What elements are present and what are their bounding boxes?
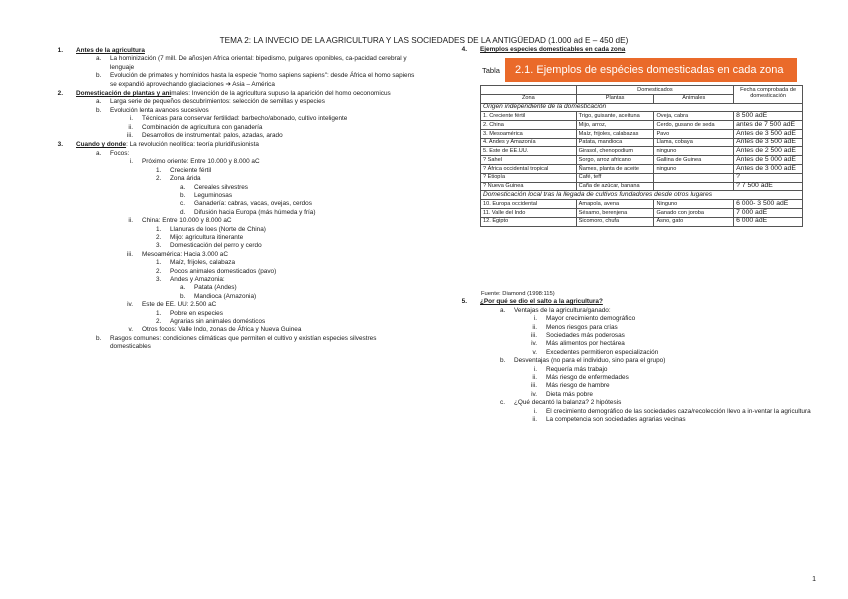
table-row (481, 147, 803, 156)
outline-marker: i. (129, 115, 133, 123)
outline-item (56, 284, 416, 292)
outline-text: Llanuras de loes (Norte de China) (170, 225, 266, 233)
table-subheader-row (481, 191, 803, 200)
outline-item (56, 200, 416, 208)
outline-text: Próximo oriente: Entre 10.000 y 8.000 aC (142, 158, 260, 166)
table-cell-f: 8 500 adE (734, 112, 803, 121)
outline-marker: i. (533, 315, 537, 323)
table-cell-z: ? Sahel (481, 156, 577, 165)
outline-item (460, 307, 812, 315)
table-cell-p: Caña de azúcar, banana (576, 182, 654, 191)
table-cell-a: Llama, cobaya (654, 138, 734, 147)
outline-item (460, 382, 812, 390)
table-cell-z: ? África occidental tropical (481, 165, 577, 174)
outline-marker: 1. (57, 47, 63, 54)
table-row (481, 217, 803, 226)
outline-text-heading: Cuando y donde (76, 141, 127, 149)
outline-item (56, 107, 416, 115)
table-cell-a: Oveja, cabra (654, 112, 734, 121)
table-header-fecha: Fecha comprobada de domesticación (734, 86, 803, 104)
outline-marker: 1. (156, 309, 162, 317)
outline-marker: c. (500, 399, 505, 407)
table-cell-f: 6 000 adE (734, 217, 803, 226)
outline-text: El crecimiento demográfico de las sociedades caza/recolección llevo a in-ventar la agricultura (546, 407, 811, 415)
outline-text: Maíz, frijoles, calabaza (170, 259, 235, 267)
outline-marker: iii. (530, 382, 537, 390)
outline-item (460, 399, 812, 407)
outline-marker: 2. (156, 267, 162, 275)
table-cell-z: 5. Este de EE.UU. (481, 147, 577, 156)
table-row (481, 200, 803, 209)
table-cell-p: Girasol, chenopodium (576, 147, 654, 156)
outline-marker: i. (533, 365, 537, 373)
outline-text-rest: males: Invención de la agricultura supuso la aparición del homo oeconomicus (171, 90, 391, 98)
outline-marker: ii. (532, 374, 537, 382)
outline-marker: b. (96, 106, 102, 114)
table-header-empty (481, 86, 577, 95)
outline-item (56, 226, 416, 234)
outline-text: Pobre en especies (170, 309, 223, 317)
outline-text (68, 141, 416, 149)
outline-text: Leguminosas (194, 191, 233, 199)
outline-text: La competencia son sociedades agrarias vecinas (546, 416, 686, 424)
outline-item (56, 150, 416, 158)
table-row (481, 138, 803, 147)
outline-item (460, 357, 812, 365)
outline-item (460, 340, 812, 348)
page-title: TEMA 2: LA INVECIO DE LA AGRICULTURA Y LAS SOCIEDADES DE LA ANTIGÜEDAD (1.000 ad E – 450 dE) (219, 36, 629, 45)
table-cell-z: 4. Andes y Amazonía (481, 138, 577, 147)
outline-item (56, 268, 416, 276)
outline-marker: a. (96, 55, 102, 63)
outline-item (56, 167, 416, 175)
outline-item (56, 217, 416, 225)
outline-text: Evolución lenta avances sucesivos (110, 106, 209, 114)
table-cell-p: Ñames, planta de aceite (576, 165, 654, 174)
outline-text: Antes de la agricultura (76, 47, 145, 54)
outline-text: Ventajas de la agricultura/ganado: (514, 306, 611, 314)
outline-item (56, 335, 416, 352)
table-cell-f: ? 7 500 adE (734, 182, 803, 191)
table-header-zona: Zona (481, 94, 577, 103)
outline-item (56, 184, 416, 192)
outline-item (56, 132, 416, 140)
page-number: 1 (812, 576, 816, 583)
outline-item (460, 324, 812, 332)
outline-marker: 3. (156, 275, 162, 283)
outline-marker: ii. (532, 323, 537, 331)
table-row (481, 156, 803, 165)
outline-marker: c. (180, 200, 185, 208)
table-row (481, 121, 803, 130)
table-cell-a (654, 182, 734, 191)
table-subheader: Domesticación local tras la llegada de cultivos fundadores desde otros lugares (481, 191, 803, 200)
outline-item (56, 98, 416, 106)
outline-marker: ii. (128, 123, 133, 131)
outline-text: Agrarias sin animales domésticos (170, 318, 266, 325)
table-row (481, 173, 803, 182)
outline-item (56, 175, 416, 183)
outline-marker: 2. (156, 233, 162, 241)
right-list (460, 298, 812, 424)
outline-item (56, 259, 416, 267)
table-cell-p: Café, teff (576, 173, 654, 182)
domestication-table (480, 85, 803, 227)
table-cell-a: ninguno (654, 165, 734, 174)
outline-text: Más riesgo de hambre (546, 382, 610, 390)
outline-text: Domesticación del perro y cerdo (170, 242, 262, 250)
outline-item (56, 115, 416, 123)
outline-marker: b. (500, 357, 506, 365)
outline-item (56, 242, 416, 250)
outline-text: La hominización (7 mill. De años)en Africa oriental: bipedismo, pulgares oponibles, ca-pacidad cerebral y lenguaje (110, 55, 407, 71)
table-cell-f: ? (734, 173, 803, 182)
outline-marker: iv. (531, 390, 537, 398)
outline-marker: a. (96, 149, 102, 157)
outline-marker: 4. (461, 46, 467, 53)
table-header-domesticados: Domesticados (576, 86, 733, 95)
outline-text: Ejemplos especies domesticables en cada zona (480, 46, 626, 53)
table-cell-p: Sésamo, berenjena (576, 208, 654, 217)
outline-item (56, 276, 416, 284)
table-cell-z: 1. Creciente fértil (481, 112, 577, 121)
outline-marker: i. (129, 158, 133, 166)
outline-text (68, 90, 416, 98)
table-cell-a: ninguno (654, 147, 734, 156)
table-cell-z: ? Etiopía (481, 173, 577, 182)
outline-item (56, 55, 416, 72)
table-cell-a: Ganado con joroba (654, 208, 734, 217)
table-row (481, 208, 803, 217)
table-cell-a (654, 173, 734, 182)
table-cell-a: Pavo (654, 129, 734, 138)
outline-text: Otros focos: Valle Indo, zonas de África y Nueva Guinea (142, 326, 302, 334)
outline-marker: a. (180, 284, 186, 292)
outline-item (56, 124, 416, 132)
outline-text: Más alimentos por hectárea (546, 340, 625, 348)
table-source: Fuente: Diamond (1998:115) (481, 291, 555, 297)
outline-text: Patata (Andes) (194, 284, 237, 292)
outline-text: Mandioca (Amazonia) (194, 292, 257, 300)
table-body (481, 103, 803, 226)
outline-text: Cereales silvestres (194, 183, 248, 191)
table-cell-p: Sicomoro, chufa (576, 217, 654, 226)
table-cell-z: 2. China (481, 121, 577, 130)
outline-item (56, 47, 416, 55)
table-row (481, 165, 803, 174)
outline-item (460, 298, 812, 306)
outline-marker: iv. (531, 340, 537, 348)
outline-item (56, 158, 416, 166)
outline-text: Pocos animales domesticados (pavo) (170, 267, 277, 275)
table-cell-z: ? Nueva Guinea (481, 182, 577, 191)
outline-text: Desarrollos de instrumental: palos, azadas, arado (142, 132, 283, 140)
outline-marker: ii. (128, 217, 133, 225)
outline-text: Mesoamérica: Hacia 3.000 aC (142, 250, 228, 258)
table-subheader: Origen independiente de la domesticación (481, 103, 803, 112)
outline-item-4 (460, 46, 812, 54)
outline-text: Menos riesgos para crías (546, 323, 618, 331)
table-caption: Tabla (482, 66, 500, 75)
table-row (481, 182, 803, 191)
outline-text: Zona árida (170, 175, 201, 183)
table-cell-f: Antes de 3 500 adE (734, 129, 803, 138)
outline-marker: 1. (156, 166, 162, 174)
outline-text: Creciente fértil (170, 166, 212, 174)
table-cell-f: 7 000 adE (734, 208, 803, 217)
outline-marker: d. (180, 208, 186, 216)
outline-text: Mayor crecimiento demográfico (546, 315, 636, 323)
table-cell-f: Antes de 2 500 adE (734, 147, 803, 156)
outline-text: Focos: (110, 149, 130, 157)
outline-item (56, 192, 416, 200)
outline-marker: iii. (126, 250, 133, 258)
section-banner: 2.1. Ejemplos de espécies domesticadas en cada zona (505, 58, 797, 82)
outline-text: Rasgos comunes: condiciones climáticas que permiten el cultivo y existían especies silvestres domesticables (110, 334, 377, 351)
outline-text: ¿Por qué se dio el salto a la agricultura? (480, 298, 603, 306)
table-cell-f: 6 000- 3 500 adE (734, 200, 803, 209)
outline-text: Requería más trabajo (546, 365, 608, 373)
outline-marker: a. (180, 183, 186, 191)
outline-marker: 1. (156, 259, 162, 267)
table-cell-p: Amapola, avena (576, 200, 654, 209)
outline-text: Técnicas para conservar fertilidad: barbecho/abonado, cultivo inteligente (142, 115, 348, 123)
table-cell-z: 10. Europa occidental (481, 200, 577, 209)
outline-marker: 2. (156, 175, 162, 183)
outline-item (56, 234, 416, 242)
table-cell-a: Asno, gato (654, 217, 734, 226)
outline-marker: a. (500, 306, 506, 314)
table-subheader-row (481, 103, 803, 112)
outline-marker: b. (180, 191, 186, 199)
outline-text: Este de EE. UU: 2.500 aC (142, 301, 217, 309)
outline-marker: i. (533, 407, 537, 415)
table-cell-f: antes de 7 500 adE (734, 121, 803, 130)
table-cell-p: Maíz, frijoles, calabazas (576, 129, 654, 138)
outline-item (460, 366, 812, 374)
outline-text: Más riesgo de enfermedades (546, 374, 629, 382)
table-cell-p: Patata, mandioca (576, 138, 654, 147)
outline-text: Evolución de primates y homínidos hasta la especie "homo sapiens sapiens": desde África el homo sapiens se expandió aprovechando glaciaciones ➔ Asia – América (110, 72, 415, 88)
outline-text: Desventajas (no para el individuo, sino para el grupo) (514, 357, 666, 365)
outline-marker: iii. (530, 332, 537, 340)
outline-item (460, 349, 812, 357)
outline-text: Difusión hacia Europa (más húmeda y fría) (194, 208, 316, 216)
table-cell-p: Sorgo, arroz africano (576, 156, 654, 165)
outline-marker: b. (96, 72, 102, 80)
outline-item (56, 301, 416, 309)
outline-item (56, 310, 416, 318)
outline-marker: b. (180, 292, 186, 300)
outline-marker: 3. (57, 141, 63, 149)
table-row (481, 129, 803, 138)
outline-text: Ganadería: cabras, vacas, ovejas, cerdos (194, 200, 312, 208)
outline-marker: iii. (126, 132, 133, 140)
outline-text: ¿Qué decantó la balanza? 2 hipótesis (514, 399, 622, 407)
table-header-plantas: Plantas (576, 94, 654, 103)
outline-marker: 2. (156, 318, 162, 325)
outline-item (460, 374, 812, 382)
table-cell-a: Gallina de Guinea (654, 156, 734, 165)
table-cell-z: 11. Valle del Indo (481, 208, 577, 217)
table-cell-z: 3. Mesoamérica (481, 129, 577, 138)
outline-marker: b. (96, 334, 102, 342)
table-header-animales: Animales (654, 94, 734, 103)
outline-item (56, 90, 416, 98)
outline-text-heading: Domesticación de plantas y ani (76, 90, 172, 98)
outline-item (56, 209, 416, 217)
table-cell-f: Antes de 3 500 adE (734, 138, 803, 147)
outline-marker: 5. (461, 298, 467, 306)
outline-text: Mijo: agricultura itinerante (170, 233, 244, 241)
outline-marker: 2. (57, 90, 63, 98)
left-outline (56, 46, 416, 352)
table-cell-p: Trigo, guisante, aceituna (576, 112, 654, 121)
outline-marker: v. (128, 326, 133, 334)
outline-marker: 1. (156, 225, 162, 233)
outline-text: Andes y Amazonia: (170, 275, 225, 283)
outline-item (460, 391, 812, 399)
outline-item (460, 332, 812, 340)
table-cell-f: Antes de 3 000 adE (734, 165, 803, 174)
outline-item (56, 293, 416, 301)
outline-text: Combinación de agricultura con ganadería (142, 123, 263, 131)
table-cell-a: Cerdo, gusano de seda (654, 121, 734, 130)
outline-marker: a. (96, 98, 102, 106)
outline-marker: v. (532, 348, 537, 356)
table-cell-a: Ninguno (654, 200, 734, 209)
outline-item (56, 326, 416, 334)
outline-item (460, 315, 812, 323)
outline-item (56, 251, 416, 259)
outline-item (56, 141, 416, 149)
outline-text: Excedentes permitieron especialización (546, 348, 659, 356)
outline-item (460, 408, 812, 416)
outline-text: Sociedades más poderosas (546, 332, 625, 340)
outline-text: Larga serie de pequeños descubrimientos: selección de semillas y especies (110, 98, 325, 106)
outline-item (56, 72, 416, 89)
table-cell-z: 12. Egipto (481, 217, 577, 226)
table-row (481, 112, 803, 121)
outline-item (460, 416, 812, 424)
outline-marker: 3. (156, 242, 162, 250)
outline-text: Dieta más pobre (546, 390, 593, 398)
table-cell-f: Antes de 5 000 adE (734, 156, 803, 165)
outline-text-rest: : La revolución neolítica: teoría pluridifusionista (126, 141, 259, 149)
outline-marker: ii. (532, 416, 537, 424)
outline-text: China: Entre 10.000 y 8.000 aC (142, 217, 232, 225)
table-cell-p: Mijo, arroz, (576, 121, 654, 130)
outline-marker: iv. (127, 301, 133, 309)
